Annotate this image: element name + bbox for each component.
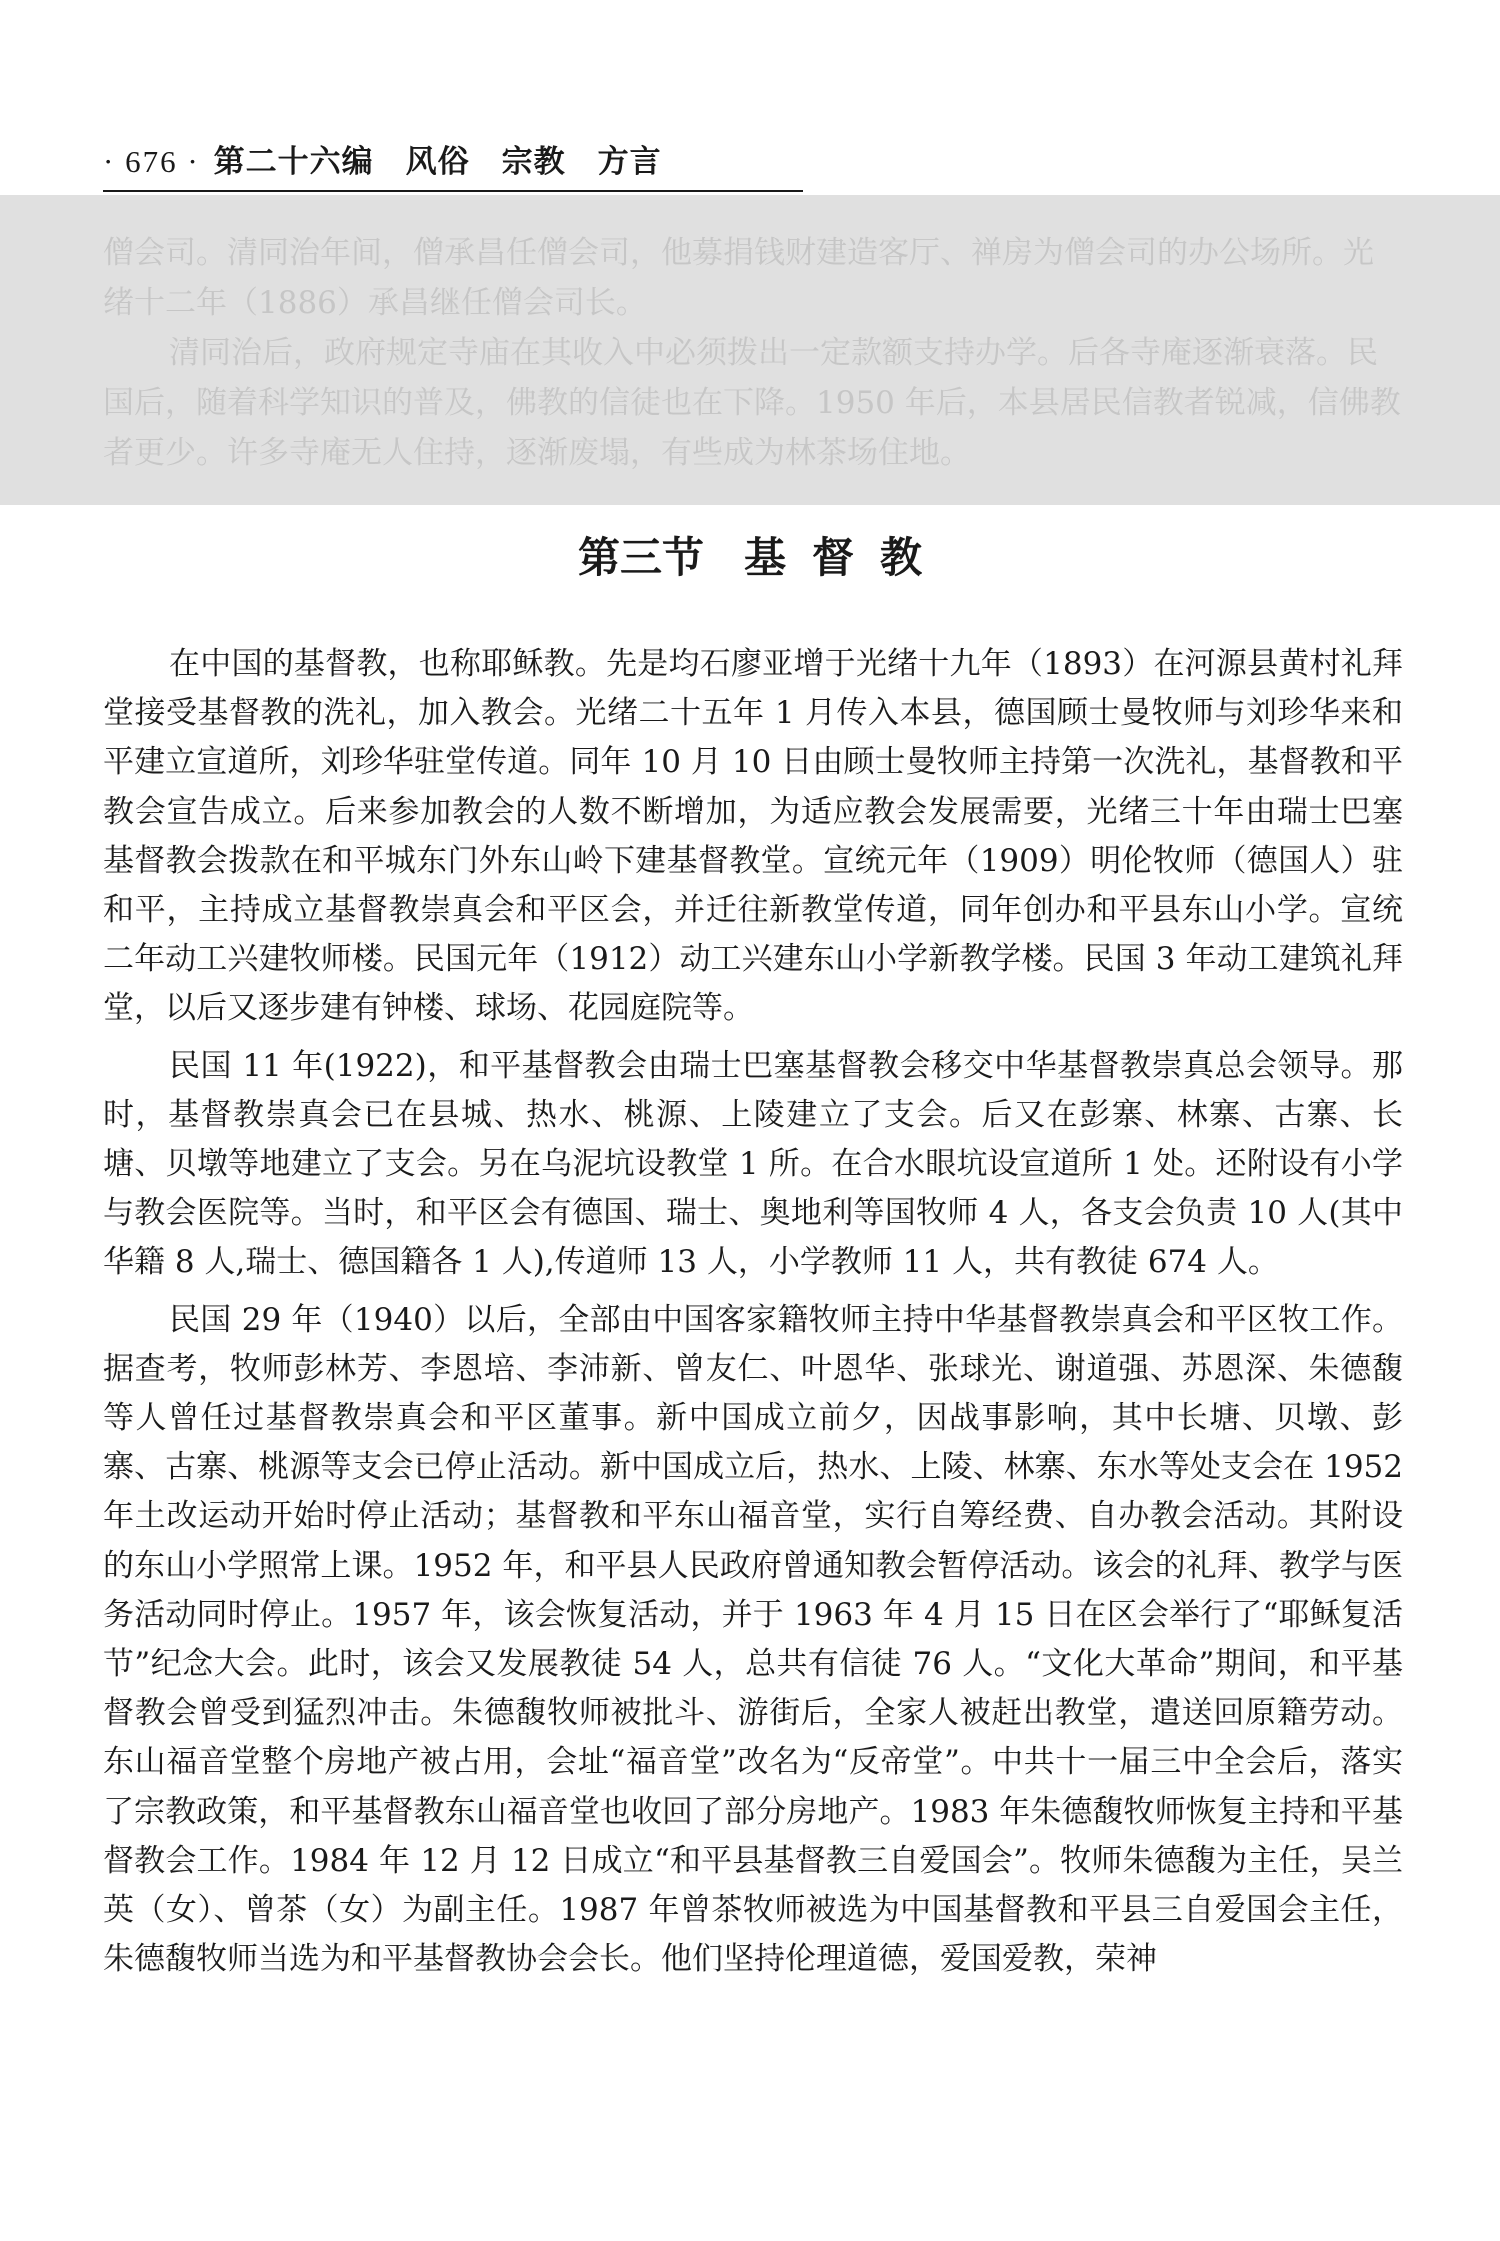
body-paragraph: 民国 11 年(1922)，和平基督教会由瑞士巴塞基督教会移交中华基督教崇真总会领导。那时，基督教崇真会已在县城、热水、桃源、上陵建立了支会。后又在彭寨、林寨、古寨、长塘、贝墩等地建立了支会。另在乌泥坑设教堂 1 所。在合水眼坑设宣道所 1 处。还附设有小学与教会医院等。当时，和平区会有德国、瑞士、奥地利等国牧师 4 人，各支会负责 10 人(其中华籍 8 人,瑞士、德国籍各 1 人),传道师 13 人，小学教师 11 人，共有教徒 674 人。 bbox=[103, 1047, 1403, 1281]
running-head bbox=[103, 140, 803, 184]
faded-continuation-text bbox=[103, 228, 1403, 478]
header-rule bbox=[103, 190, 803, 192]
faded-paragraph: 清同治后，政府规定寺庙在其收入中必须拨出一定款额支持办学。后各寺庵逐渐衰落。民国后，随着科学知识的普及，佛教的信徒也在下降。1950 年后，本县居民信教者锐减，信佛教者更少。许多寺庵无人住持，逐渐废塌，有些成为林茶场住地。 bbox=[103, 335, 1401, 471]
section-title-char: 基 bbox=[743, 533, 786, 582]
section-title-char: 督 bbox=[812, 533, 855, 582]
section-body bbox=[103, 640, 1403, 1992]
chapter-title: 第二十六编 风俗 宗教 方言 bbox=[213, 144, 662, 180]
body-paragraph: 民国 29 年（1940）以后，全部由中国客家籍牧师主持中华基督教崇真会和平区牧工作。据查考，牧师彭林芳、李恩培、李沛新、曾友仁、叶恩华、张球光、谢道强、苏恩深、朱德馥等人曾任过基督教崇真会和平区董事。新中国成立前夕，因战事影响，其中长塘、贝墩、彭寨、古寨、桃源等支会已停止活动。新中国成立后，热水、上陵、林寨、东水等处支会在 1952 年土改运动开始时停止活动；基督教和平东山福音堂，实行自筹经费、自办教会活动。其附设的东山小学照常上课。1952 年，和平县人民政府曾通知教会暂停活动。该会的礼拜、教学与医务活动同时停止。1957 年，该会恢复活动，并于 1963 年 4 月 15 日在区会举行了“耶稣复活节”纪念大会。此时，该会又发展教徒 54 人，总共有信徒 76 人。“文化大革命”期间，和平基督教会曾受到猛烈冲击。朱德馥牧师被批斗、游街后，全家人被赶出教堂，遣送回原籍劳动。东山福音堂整个房地产被占用，会址“福音堂”改名为“反帝堂”。中共十一届三中全会后，落实了宗教政策，和平基督教东山福音堂也收回了部分房地产。1983 年朱德馥牧师恢复主持和平基督教会工作。1984 年 12 月 12 日成立“和平县基督教三自爱国会”。牧师朱德馥为主任，吴兰英（女）、曾茶（女）为副主任。1987 年曾茶牧师被选为中国基督教和平县三自爱国会主任，朱德馥牧师当选为和平基督教协会会长。他们坚持伦理道德，爱国爱教，荣神 bbox=[103, 1301, 1403, 1978]
page-number: · 676 · bbox=[103, 144, 200, 179]
section-title-char: 教 bbox=[880, 533, 923, 582]
section-number: 第三节 bbox=[577, 533, 704, 582]
faded-paragraph: 僧会司。清同治年间，僧承昌任僧会司，他募捐钱财建造客厅、禅房为僧会司的办公场所。光绪十二年（1886）承昌继任僧会司长。 bbox=[103, 235, 1374, 321]
body-paragraph: 在中国的基督教，也称耶稣教。先是均石廖亚增于光绪十九年（1893）在河源县黄村礼拜堂接受基督教的洗礼，加入教会。光绪二十五年 1 月传入本县，德国顾士曼牧师与刘珍华来和平建立宣道所，刘珍华驻堂传道。同年 10 月 10 日由顾士曼牧师主持第一次洗礼，基督教和平教会宣告成立。后来参加教会的人数不断增加，为适应教会发展需要，光绪三十年由瑞士巴塞基督教会拨款在和平城东门外东山岭下建基督教堂。宣统元年（1909）明伦牧师（德国人）驻和平，主持成立基督教崇真会和平区会，并迁往新教堂传道，同年创办和平县东山小学。宣统二年动工兴建牧师楼。民国元年（1912）动工兴建东山小学新教学楼。民国 3 年动工建筑礼拜堂，以后又逐步建有钟楼、球场、花园庭院等。 bbox=[103, 646, 1403, 1027]
section-title bbox=[0, 528, 1500, 588]
